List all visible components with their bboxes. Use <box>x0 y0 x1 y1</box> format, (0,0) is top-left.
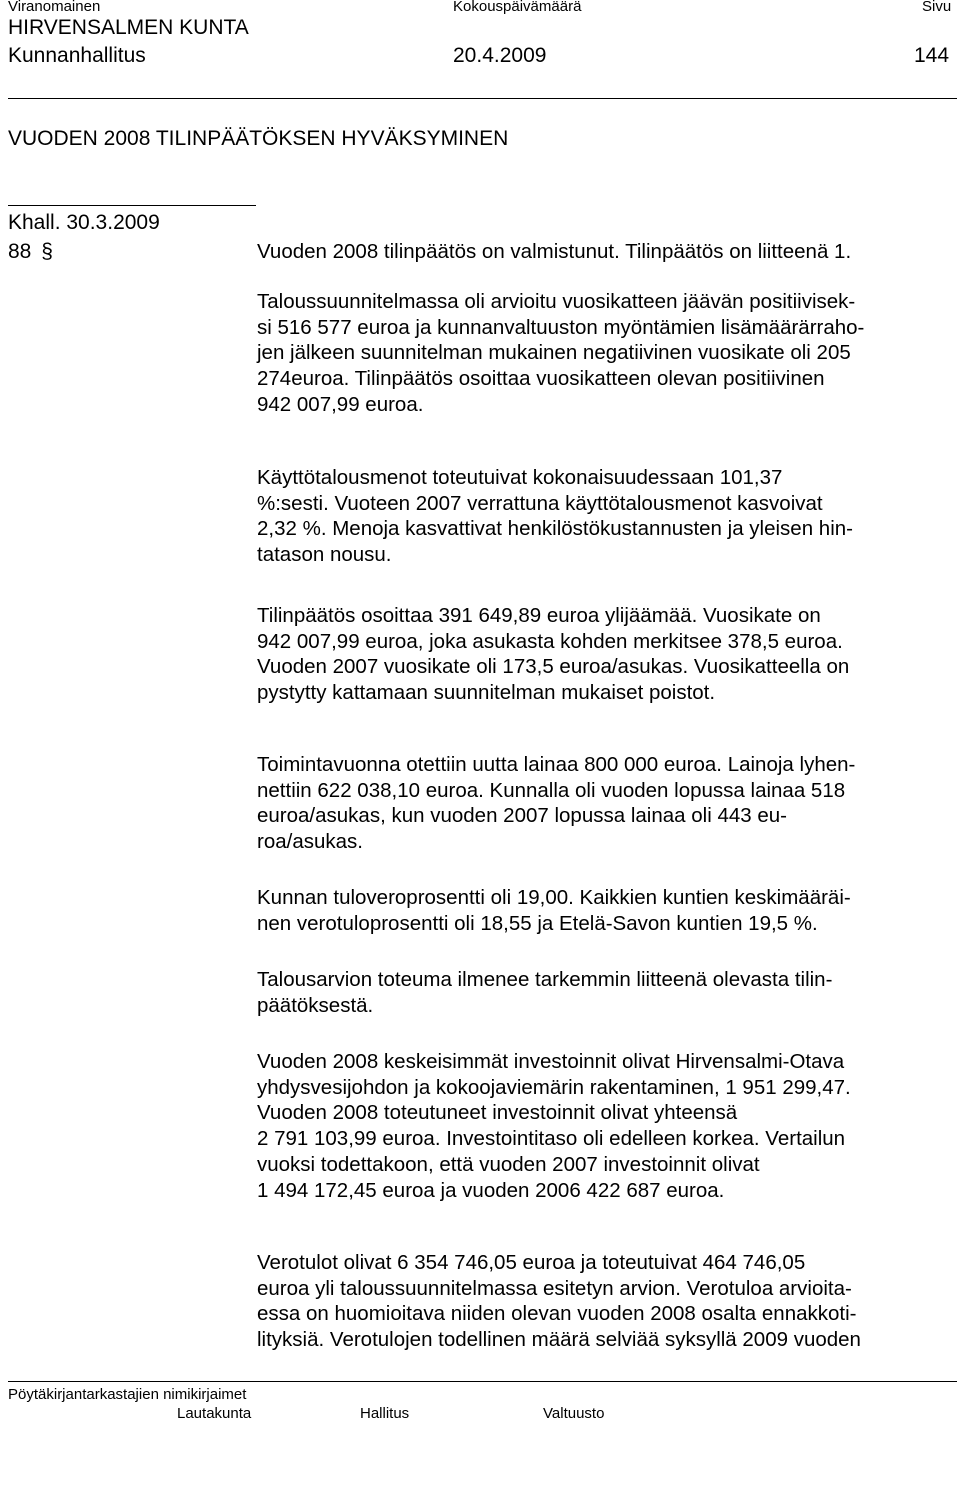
paragraph-5 <box>257 752 957 855</box>
paragraph-7 <box>257 967 957 1018</box>
paragraph-line: Kunnan tuloveroprosentti oli 19,00. Kaikkien kuntien keskimääräi- <box>257 886 851 909</box>
paragraph-line: 2 791 103,99 euroa. Investointitaso oli edelleen korkea. Vertailun <box>257 1127 846 1151</box>
paragraph-line: päätöksestä. <box>257 993 374 1017</box>
paragraph-line: euroa/asukas, kun vuoden 2007 lopussa lainaa oli 443 eu- <box>257 804 787 828</box>
paragraph-line: vuoksi todettakoon, että vuoden 2007 investoinnit olivat <box>257 1152 760 1176</box>
paragraph-line: Vuoden 2008 keskeisimmät investoinnit olivat Hirvensalmi-Otava <box>257 1050 845 1073</box>
paragraph-2 <box>257 289 957 418</box>
paragraph-9 <box>257 1250 957 1353</box>
section-number-value: 88 <box>8 240 32 263</box>
header-rule <box>8 98 957 99</box>
paragraph-line: Taloussuunnitelmassa oli arvioitu vuosikatteen jäävän positiivisek- <box>257 290 856 313</box>
header-label-authority: Viranomainen <box>8 0 101 15</box>
header-label-meeting-date: Kokouspäivämäärä <box>453 0 582 15</box>
paragraph-line: %:sesti. Vuoteen 2007 verrattuna käyttötalousmenot kasvoivat <box>257 491 823 515</box>
footer-col-board: Lautakunta <box>177 1405 252 1422</box>
paragraph-line: Vuoden 2008 toteutuneet investoinnit olivat yhteensä <box>257 1101 738 1125</box>
paragraph-line: Tilinpäätös osoittaa 391 649,89 euroa ylijäämää. Vuosikate on <box>257 604 821 627</box>
footer-col-government: Hallitus <box>360 1405 410 1422</box>
footer-signatures-label: Pöytäkirjantarkastajien nimikirjaimet <box>8 1386 247 1403</box>
paragraph-line: Toimintavuonna otettiin uutta lainaa 800 000 euroa. Lainoja lyhen- <box>257 753 856 776</box>
paragraph-line: 2,32 %. Menoja kasvattivat henkilöstökustannusten ja yleisen hin- <box>257 517 853 541</box>
header-municipality: HIRVENSALMEN KUNTA <box>8 16 249 39</box>
paragraph-line: jen jälkeen suunnitelman mukainen negatiivinen vuosikate oli 205 <box>257 341 851 365</box>
paragraph-line: essa on huomioitava niiden olevan vuoden 2008 osalta ennakkoti- <box>257 1302 857 1326</box>
section-symbol: § <box>41 240 53 263</box>
paragraph-line: pystytty kattamaan suunnitelman mukaiset poistot. <box>257 681 716 705</box>
paragraph-line: euroa yli taloussuunnitelmassa esitetyn arvion. Verotuloa arvioita- <box>257 1276 852 1300</box>
paragraph-line: Käyttötalousmenot toteutuivat kokonaisuudessaan 101,37 <box>257 466 783 489</box>
paragraph-line: 942 007,99 euroa, joka asukasta kohden merkitsee 378,5 euroa. <box>257 629 843 653</box>
footer-rule <box>8 1381 957 1382</box>
paragraph-line: nen verotuloprosentti oli 18,55 ja Etelä-Savon kuntien 19,5 %. <box>257 911 818 935</box>
paragraph-line: 942 007,99 euroa. <box>257 392 424 416</box>
paragraph-line: 1 494 172,45 euroa ja vuoden 2006 422 687 euroa. <box>257 1178 725 1202</box>
paragraph-line: Vuoden 2007 vuosikate oli 173,5 euroa/asukas. Vuosikatteella on <box>257 655 850 679</box>
paragraph-line: Talousarvion toteuma ilmenee tarkemmin liitteenä olevasta tilin- <box>257 968 833 991</box>
header-label-page: Sivu <box>922 0 952 15</box>
paragraph-line: Vuoden 2008 tilinpäätös on valmistunut. Tilinpäätös on liitteenä 1. <box>257 240 852 263</box>
paragraph-1 <box>257 239 957 265</box>
paragraph-line: 274euroa. Tilinpäätös osoittaa vuosikatteen olevan positiivinen <box>257 367 825 391</box>
reference-date: Khall. 30.3.2009 <box>8 211 160 234</box>
paragraph-6 <box>257 885 957 936</box>
header-page-number: 144 <box>914 44 950 67</box>
paragraph-line: yhdysvesijohdon ja kokoojaviemärin rakentaminen, 1 951 299,47. <box>257 1075 851 1099</box>
paragraph-line: lityksiä. Verotulojen todellinen määrä selviää syksyllä 2009 vuoden <box>257 1328 861 1352</box>
paragraph-3 <box>257 465 957 568</box>
paragraph-line: Verotulot olivat 6 354 746,05 euroa ja toteutuivat 464 746,05 <box>257 1251 806 1274</box>
header-body: Kunnanhallitus <box>8 44 146 67</box>
page-title: VUODEN 2008 TILINPÄÄTÖKSEN HYVÄKSYMINEN <box>8 127 509 150</box>
paragraph-line: tatason nousu. <box>257 543 392 567</box>
paragraph-4 <box>257 603 957 706</box>
header-date: 20.4.2009 <box>453 44 547 67</box>
footer-col-council: Valtuusto <box>543 1405 605 1422</box>
paragraph-line: si 516 577 euroa ja kunnanvaltuuston myöntämien lisämäärärraho- <box>257 315 865 339</box>
paragraph-line: nettiin 622 038,10 euroa. Kunnalla oli vuoden lopussa lainaa 518 <box>257 778 846 802</box>
reference-rule <box>8 205 256 206</box>
paragraph-8 <box>257 1049 957 1203</box>
section-number <box>8 240 53 264</box>
paragraph-line: roa/asukas. <box>257 830 363 854</box>
